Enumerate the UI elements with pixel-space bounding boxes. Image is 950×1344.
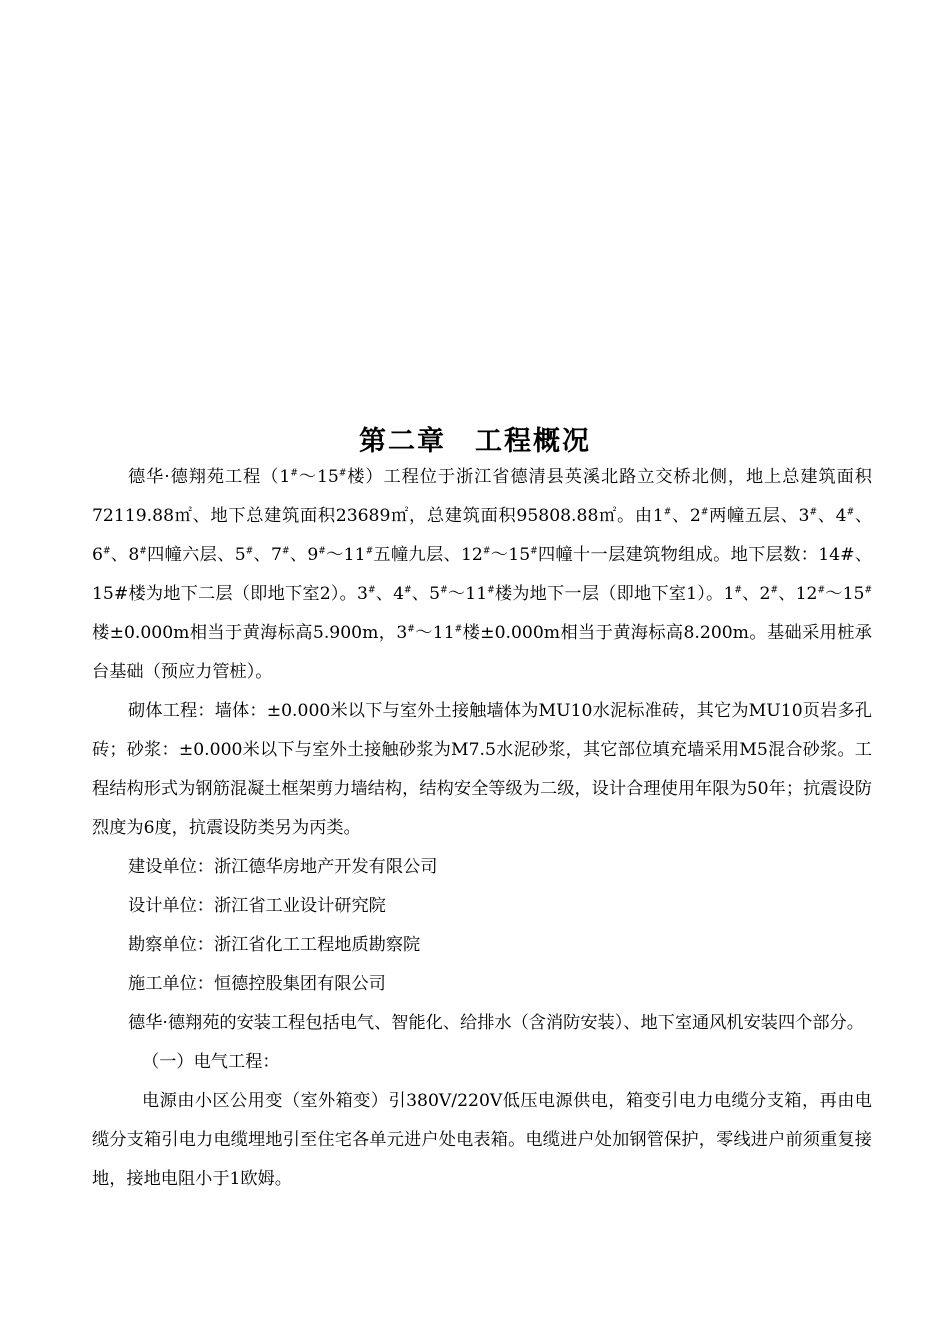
overview-paragraph [92, 458, 872, 692]
surveyor-unit: 勘察单位：浙江省化工工程地质勘察院 [128, 935, 421, 955]
number-mark: # [365, 546, 374, 557]
number-mark: # [487, 585, 495, 596]
document-body [92, 458, 872, 1199]
text-run: 楼±0.000m相当于黄海标高8.200m。基础采用桩承台基础（预应力管桩）。 [92, 623, 872, 682]
text-run: ～15 [490, 545, 531, 565]
contractor-unit: 施工单位：恒德控股集团有限公司 [128, 974, 386, 994]
text-run: ～11 [325, 545, 366, 565]
number-mark: # [734, 585, 742, 596]
installation-intro: 德华·德翔苑的安装工程包括电气、智能化、给排水（含消防安装）、地下室通风机安装四个部分。 [128, 1013, 864, 1033]
text-run: 楼为地下一层（即地下室1）。1 [494, 584, 735, 604]
text-run: 、6 [92, 506, 873, 565]
number-mark: # [482, 546, 491, 557]
chapter-title: 第二章 工程概况 [359, 426, 591, 457]
number-mark: # [338, 468, 347, 479]
number-mark: # [530, 546, 538, 557]
text-run: 、8 [110, 545, 140, 565]
text-run: 四幢十一层建筑物组成。地下层数：14#、15#楼为地下二层（即地下室2）。3 [92, 545, 873, 604]
text-run: ～11 [447, 584, 488, 604]
text-run: 四幢六层、5 [146, 545, 246, 565]
text-run: 、2 [741, 584, 771, 604]
text-run: 、7 [253, 545, 282, 565]
text-run: ～11 [414, 623, 455, 643]
number-mark: # [318, 546, 326, 557]
text-run: 楼）工程位于浙江省德清县英溪北路立交桥北侧，地上总建筑面积72119.88㎡、地下总建筑面积23689㎡，总建筑面积95808.88㎡。由1 [92, 467, 872, 526]
masonry-paragraph: 砌体工程：墙体：±0.000米以下与室外土接触墙体为MU10水泥标准砖，其它为MU10页岩多孔砖；砂浆：±0.000米以下与室外土接触砂浆为M7.5水泥砂浆，其它部位填充墙采用M5混合砂浆。工程结构形式为钢筋混凝土框架剪力墙结构，结构安全等级为二级，设计合理使用年限为50年；抗震设防烈度为6度，抗震设防类另为丙类。 [92, 701, 872, 838]
number-mark: # [281, 546, 290, 557]
text-run: 、4 [375, 584, 405, 604]
number-mark: # [770, 585, 779, 596]
number-mark: # [404, 585, 412, 596]
text-run: 两幢五层、3 [708, 506, 810, 526]
number-mark: # [407, 624, 415, 635]
text-run: ～15 [825, 584, 865, 604]
number-mark: # [454, 624, 463, 635]
text-run: 、12 [778, 584, 818, 604]
text-run: 楼±0.000m相当于黄海标高5.900m，3 [92, 623, 408, 643]
text-run: 、5 [411, 584, 441, 604]
number-mark: # [440, 585, 448, 596]
number-mark: # [139, 546, 147, 557]
text-run: 、4 [817, 506, 847, 526]
number-mark: # [846, 507, 855, 518]
number-mark: # [245, 546, 254, 557]
text-run: 德华·德翔苑工程（1 [128, 467, 291, 487]
number-mark: # [700, 507, 709, 518]
number-mark: # [864, 585, 873, 596]
number-mark: # [102, 546, 111, 557]
number-mark: # [290, 468, 298, 479]
electrical-paragraph: 电源由小区公用变（室外箱变）引380V/220V低压电源供电，箱变引电力电缆分支箱，再由电缆分支箱引电力电缆埋地引至住宅各单元进户处电表箱。电缆进户处加钢管保护，零线进户前须重复接地，接地电阻小于1欧姆。 [92, 1091, 872, 1189]
designer-unit: 设计单位：浙江省工业设计研究院 [128, 896, 386, 916]
builder-unit: 建设单位：浙江德华房地产开发有限公司 [128, 857, 438, 877]
number-mark: # [809, 507, 818, 518]
text-run: 五幢九层、12 [373, 545, 483, 565]
text-run: 、9 [289, 545, 319, 565]
number-mark: # [367, 585, 376, 596]
text-run: 、2 [671, 506, 701, 526]
section-heading-electrical: （一）电气工程： [142, 1052, 280, 1072]
text-run: ～15 [297, 467, 339, 487]
number-mark: # [663, 507, 672, 518]
number-mark: # [817, 585, 826, 596]
